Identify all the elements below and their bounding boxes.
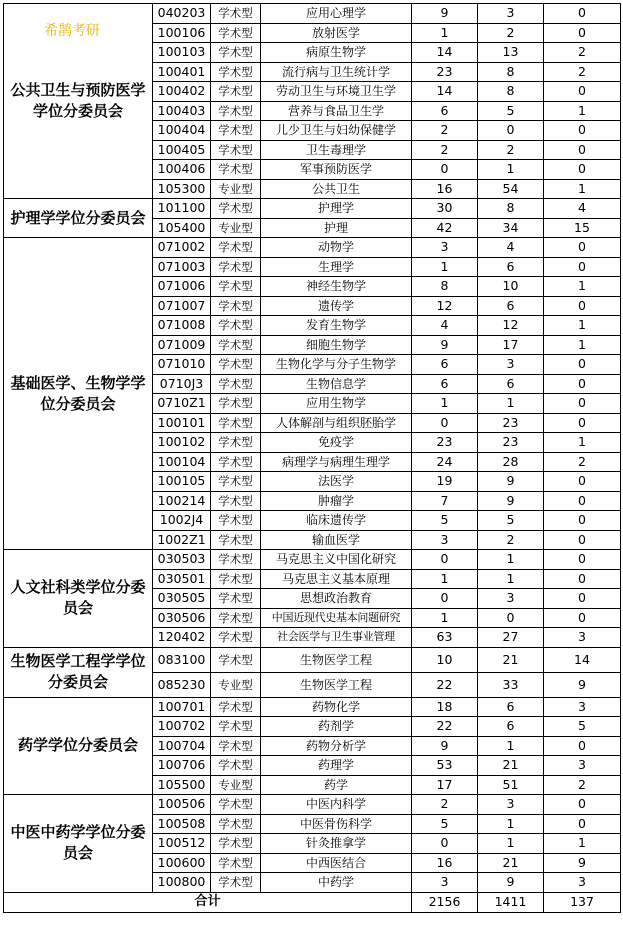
degree-type: 学术型: [211, 82, 261, 102]
value-col-3: 0: [544, 82, 621, 102]
major-name: 生物信息学: [261, 374, 412, 394]
degree-type: 学术型: [211, 62, 261, 82]
value-col-2: 21: [478, 647, 544, 672]
major-code: 100512: [153, 834, 211, 854]
degree-type: 学术型: [211, 530, 261, 550]
value-col-3: 0: [544, 491, 621, 511]
value-col-1: 30: [412, 199, 478, 219]
major-name: 药理学: [261, 756, 412, 776]
table-row: [4, 647, 621, 672]
value-col-2: 23: [478, 433, 544, 453]
value-col-3: 0: [544, 160, 621, 180]
major-name: 动物学: [261, 238, 412, 258]
major-name: 药剂学: [261, 717, 412, 737]
major-code: 100405: [153, 140, 211, 160]
degree-type: 学术型: [211, 160, 261, 180]
major-name: 输血医学: [261, 530, 412, 550]
value-col-2: 2: [478, 530, 544, 550]
major-code: 100103: [153, 43, 211, 63]
major-code: 105500: [153, 775, 211, 795]
major-code: 100102: [153, 433, 211, 453]
value-col-1: 3: [412, 238, 478, 258]
degree-type: 学术型: [211, 4, 261, 24]
degree-type: 专业型: [211, 775, 261, 795]
total-row: [4, 892, 621, 912]
major-name: 生物医学工程: [261, 672, 412, 697]
major-code: 071008: [153, 316, 211, 336]
value-col-3: 0: [544, 472, 621, 492]
value-col-3: 0: [544, 355, 621, 375]
value-col-2: 1: [478, 160, 544, 180]
major-code: 071002: [153, 238, 211, 258]
value-col-2: 6: [478, 296, 544, 316]
major-code: 100706: [153, 756, 211, 776]
major-name: 药物化学: [261, 697, 412, 717]
committee-name: 护理学学位分委员会: [4, 199, 153, 238]
value-col-3: 1: [544, 277, 621, 297]
degree-type: 学术型: [211, 628, 261, 648]
value-col-2: 1: [478, 394, 544, 414]
value-col-1: 3: [412, 873, 478, 893]
degree-type: 学术型: [211, 43, 261, 63]
major-code: 071010: [153, 355, 211, 375]
degree-type: 学术型: [211, 550, 261, 570]
major-name: 人体解剖与组织胚胎学: [261, 413, 412, 433]
value-col-2: 1: [478, 736, 544, 756]
major-code: 071006: [153, 277, 211, 297]
value-col-3: 0: [544, 530, 621, 550]
committee-name: 人文社科类学位分委员会: [4, 550, 153, 648]
value-col-1: 8: [412, 277, 478, 297]
degree-type: 学术型: [211, 608, 261, 628]
value-col-2: 13: [478, 43, 544, 63]
degree-type: 学术型: [211, 316, 261, 336]
value-col-3: 2: [544, 452, 621, 472]
value-col-1: 1: [412, 257, 478, 277]
value-col-1: 10: [412, 647, 478, 672]
value-col-1: 9: [412, 736, 478, 756]
value-col-3: 0: [544, 795, 621, 815]
value-col-1: 2: [412, 795, 478, 815]
value-col-3: 0: [544, 374, 621, 394]
watermark: 希鹊考研: [44, 23, 100, 39]
value-col-1: 24: [412, 452, 478, 472]
major-name: 放射医学: [261, 23, 412, 43]
total-label: 合计: [4, 892, 412, 912]
table-row: [4, 199, 621, 219]
major-code: 100214: [153, 491, 211, 511]
value-col-1: 1: [412, 569, 478, 589]
major-code: 100105: [153, 472, 211, 492]
major-code: 100101: [153, 413, 211, 433]
major-name: 针灸推拿学: [261, 834, 412, 854]
value-col-2: 1: [478, 814, 544, 834]
value-col-2: 12: [478, 316, 544, 336]
major-name: 社会医学与卫生事业管理: [261, 628, 412, 648]
value-col-2: 28: [478, 452, 544, 472]
major-name: 神经生物学: [261, 277, 412, 297]
major-name: 法医学: [261, 472, 412, 492]
major-name: 儿少卫生与妇幼保健学: [261, 121, 412, 141]
degree-type: 学术型: [211, 277, 261, 297]
major-name: 药学: [261, 775, 412, 795]
value-col-1: 0: [412, 413, 478, 433]
value-col-2: 21: [478, 756, 544, 776]
value-col-3: 0: [544, 140, 621, 160]
value-col-3: 2: [544, 775, 621, 795]
value-col-3: 2: [544, 43, 621, 63]
value-col-2: 4: [478, 238, 544, 258]
degree-type: 学术型: [211, 756, 261, 776]
major-name: 临床遗传学: [261, 511, 412, 531]
major-name: 肿瘤学: [261, 491, 412, 511]
degree-type: 专业型: [211, 218, 261, 238]
value-col-1: 1: [412, 394, 478, 414]
value-col-3: 1: [544, 316, 621, 336]
major-name: 遗传学: [261, 296, 412, 316]
value-col-1: 0: [412, 160, 478, 180]
major-name: 细胞生物学: [261, 335, 412, 355]
value-col-1: 1: [412, 23, 478, 43]
admissions-table-sheet: [3, 3, 621, 913]
value-col-3: 0: [544, 257, 621, 277]
major-name: 劳动卫生与环境卫生学: [261, 82, 412, 102]
value-col-1: 12: [412, 296, 478, 316]
major-name: 中医内科学: [261, 795, 412, 815]
value-col-3: 3: [544, 628, 621, 648]
value-col-2: 2: [478, 23, 544, 43]
value-col-1: 6: [412, 355, 478, 375]
degree-type: 学术型: [211, 413, 261, 433]
value-col-3: 9: [544, 672, 621, 697]
value-col-1: 0: [412, 589, 478, 609]
value-col-3: 0: [544, 121, 621, 141]
degree-type: 学术型: [211, 717, 261, 737]
value-col-3: 2: [544, 62, 621, 82]
major-name: 军事预防医学: [261, 160, 412, 180]
admissions-table: [3, 3, 621, 913]
value-col-2: 23: [478, 413, 544, 433]
major-code: 100600: [153, 853, 211, 873]
total-value-1: 2156: [412, 892, 478, 912]
value-col-1: 14: [412, 43, 478, 63]
major-code: 100702: [153, 717, 211, 737]
major-name: 病原生物学: [261, 43, 412, 63]
value-col-1: 9: [412, 4, 478, 24]
major-code: 100104: [153, 452, 211, 472]
major-code: 030506: [153, 608, 211, 628]
value-col-1: 18: [412, 697, 478, 717]
value-col-3: 0: [544, 296, 621, 316]
value-col-3: 0: [544, 589, 621, 609]
major-name: 中医骨伤科学: [261, 814, 412, 834]
value-col-2: 6: [478, 374, 544, 394]
major-code: 071003: [153, 257, 211, 277]
value-col-3: 0: [544, 4, 621, 24]
table-row: [4, 550, 621, 570]
value-col-2: 3: [478, 795, 544, 815]
major-name: 营养与食品卫生学: [261, 101, 412, 121]
degree-type: 学术型: [211, 697, 261, 717]
value-col-1: 22: [412, 717, 478, 737]
major-name: 卫生毒理学: [261, 140, 412, 160]
degree-type: 学术型: [211, 257, 261, 277]
major-name: 中药学: [261, 873, 412, 893]
value-col-3: 0: [544, 736, 621, 756]
major-name: 病理学与病理生理学: [261, 452, 412, 472]
degree-type: 学术型: [211, 511, 261, 531]
major-code: 105400: [153, 218, 211, 238]
major-code: 030505: [153, 589, 211, 609]
value-col-1: 4: [412, 316, 478, 336]
major-name: 护理: [261, 218, 412, 238]
major-name: 发育生物学: [261, 316, 412, 336]
value-col-3: 3: [544, 873, 621, 893]
value-col-1: 5: [412, 814, 478, 834]
value-col-1: 16: [412, 853, 478, 873]
major-code: 0710Z1: [153, 394, 211, 414]
value-col-2: 8: [478, 199, 544, 219]
major-name: 生物化学与分子生物学: [261, 355, 412, 375]
degree-type: 学术型: [211, 140, 261, 160]
value-col-1: 19: [412, 472, 478, 492]
degree-type: 学术型: [211, 452, 261, 472]
major-name: 生物医学工程: [261, 647, 412, 672]
value-col-2: 9: [478, 873, 544, 893]
value-col-2: 6: [478, 717, 544, 737]
value-col-3: 0: [544, 394, 621, 414]
value-col-1: 6: [412, 101, 478, 121]
major-code: 1002J4: [153, 511, 211, 531]
degree-type: 学术型: [211, 101, 261, 121]
degree-type: 学术型: [211, 394, 261, 414]
value-col-3: 9: [544, 853, 621, 873]
value-col-3: 14: [544, 647, 621, 672]
value-col-1: 1: [412, 608, 478, 628]
value-col-1: 7: [412, 491, 478, 511]
value-col-2: 1: [478, 834, 544, 854]
value-col-2: 1: [478, 569, 544, 589]
major-code: 100704: [153, 736, 211, 756]
major-code: 085230: [153, 672, 211, 697]
major-code: 100506: [153, 795, 211, 815]
major-name: 马克思主义基本原理: [261, 569, 412, 589]
degree-type: 专业型: [211, 179, 261, 199]
major-name: 生理学: [261, 257, 412, 277]
value-col-1: 9: [412, 335, 478, 355]
major-name: 马克思主义中国化研究: [261, 550, 412, 570]
value-col-3: 0: [544, 608, 621, 628]
major-code: 100701: [153, 697, 211, 717]
value-col-2: 8: [478, 82, 544, 102]
degree-type: 学术型: [211, 491, 261, 511]
degree-type: 学术型: [211, 736, 261, 756]
committee-name: 基础医学、生物学学位分委员会: [4, 238, 153, 550]
major-code: 100404: [153, 121, 211, 141]
value-col-1: 6: [412, 374, 478, 394]
major-code: 100403: [153, 101, 211, 121]
value-col-2: 3: [478, 589, 544, 609]
table-body: [4, 4, 621, 913]
value-col-2: 34: [478, 218, 544, 238]
value-col-3: 0: [544, 238, 621, 258]
value-col-2: 6: [478, 257, 544, 277]
value-col-2: 0: [478, 608, 544, 628]
major-code: 030503: [153, 550, 211, 570]
value-col-1: 23: [412, 62, 478, 82]
value-col-3: 1: [544, 101, 621, 121]
degree-type: 学术型: [211, 23, 261, 43]
value-col-1: 42: [412, 218, 478, 238]
value-col-1: 23: [412, 433, 478, 453]
major-name: 应用心理学: [261, 4, 412, 24]
value-col-2: 10: [478, 277, 544, 297]
degree-type: 学术型: [211, 589, 261, 609]
major-code: 040203: [153, 4, 211, 24]
degree-type: 学术型: [211, 433, 261, 453]
value-col-1: 63: [412, 628, 478, 648]
value-col-2: 33: [478, 672, 544, 697]
value-col-3: 0: [544, 550, 621, 570]
degree-type: 学术型: [211, 795, 261, 815]
major-code: 0710J3: [153, 374, 211, 394]
value-col-2: 54: [478, 179, 544, 199]
major-name: 中西医结合: [261, 853, 412, 873]
value-col-1: 3: [412, 530, 478, 550]
value-col-2: 27: [478, 628, 544, 648]
value-col-1: 5: [412, 511, 478, 531]
major-name: 公共卫生: [261, 179, 412, 199]
major-code: 105300: [153, 179, 211, 199]
total-value-2: 1411: [478, 892, 544, 912]
major-code: 100106: [153, 23, 211, 43]
value-col-2: 3: [478, 4, 544, 24]
degree-type: 学术型: [211, 472, 261, 492]
value-col-3: 15: [544, 218, 621, 238]
value-col-2: 8: [478, 62, 544, 82]
degree-type: 学术型: [211, 647, 261, 672]
value-col-1: 2: [412, 121, 478, 141]
table-row: [4, 697, 621, 717]
degree-type: 学术型: [211, 355, 261, 375]
value-col-1: 0: [412, 550, 478, 570]
major-name: 流行病与卫生统计学: [261, 62, 412, 82]
major-name: 应用生物学: [261, 394, 412, 414]
value-col-1: 14: [412, 82, 478, 102]
value-col-2: 1: [478, 550, 544, 570]
degree-type: 学术型: [211, 873, 261, 893]
major-name: 药物分析学: [261, 736, 412, 756]
degree-type: 专业型: [211, 672, 261, 697]
major-name: 思想政治教育: [261, 589, 412, 609]
value-col-2: 2: [478, 140, 544, 160]
value-col-1: 17: [412, 775, 478, 795]
value-col-3: 0: [544, 413, 621, 433]
value-col-3: 1: [544, 433, 621, 453]
committee-name: 公共卫生与预防医学学位分委员会: [4, 4, 153, 199]
value-col-2: 3: [478, 355, 544, 375]
value-col-3: 5: [544, 717, 621, 737]
value-col-2: 5: [478, 101, 544, 121]
value-col-3: 4: [544, 199, 621, 219]
major-name: 护理学: [261, 199, 412, 219]
total-value-3: 137: [544, 892, 621, 912]
degree-type: 学术型: [211, 814, 261, 834]
major-code: 1002Z1: [153, 530, 211, 550]
degree-type: 学术型: [211, 853, 261, 873]
degree-type: 学术型: [211, 199, 261, 219]
degree-type: 学术型: [211, 569, 261, 589]
committee-name: 中医中药学学位分委员会: [4, 795, 153, 893]
major-code: 100508: [153, 814, 211, 834]
table-row: [4, 795, 621, 815]
degree-type: 学术型: [211, 238, 261, 258]
value-col-1: 2: [412, 140, 478, 160]
major-code: 071007: [153, 296, 211, 316]
major-name: 免疫学: [261, 433, 412, 453]
committee-name: 生物医学工程学学位分委员会: [4, 647, 153, 697]
degree-type: 学术型: [211, 296, 261, 316]
value-col-2: 5: [478, 511, 544, 531]
major-code: 030501: [153, 569, 211, 589]
degree-type: 学术型: [211, 834, 261, 854]
value-col-2: 17: [478, 335, 544, 355]
degree-type: 学术型: [211, 374, 261, 394]
value-col-2: 9: [478, 491, 544, 511]
value-col-3: 1: [544, 179, 621, 199]
value-col-3: 3: [544, 697, 621, 717]
value-col-1: 16: [412, 179, 478, 199]
value-col-2: 0: [478, 121, 544, 141]
degree-type: 学术型: [211, 121, 261, 141]
value-col-3: 0: [544, 23, 621, 43]
major-name: 中国近现代史基本问题研究: [261, 608, 412, 628]
value-col-2: 6: [478, 697, 544, 717]
degree-type: 学术型: [211, 335, 261, 355]
value-col-3: 0: [544, 569, 621, 589]
major-code: 100402: [153, 82, 211, 102]
table-row: [4, 238, 621, 258]
major-code: 100406: [153, 160, 211, 180]
value-col-2: 21: [478, 853, 544, 873]
committee-name: 药学学位分委员会: [4, 697, 153, 795]
value-col-1: 53: [412, 756, 478, 776]
major-code: 100800: [153, 873, 211, 893]
value-col-3: 1: [544, 335, 621, 355]
major-code: 083100: [153, 647, 211, 672]
value-col-2: 51: [478, 775, 544, 795]
value-col-1: 22: [412, 672, 478, 697]
major-code: 100401: [153, 62, 211, 82]
value-col-3: 0: [544, 814, 621, 834]
major-code: 120402: [153, 628, 211, 648]
major-code: 071009: [153, 335, 211, 355]
major-code: 101100: [153, 199, 211, 219]
value-col-1: 0: [412, 834, 478, 854]
value-col-3: 1: [544, 834, 621, 854]
value-col-3: 0: [544, 511, 621, 531]
value-col-3: 3: [544, 756, 621, 776]
value-col-2: 9: [478, 472, 544, 492]
